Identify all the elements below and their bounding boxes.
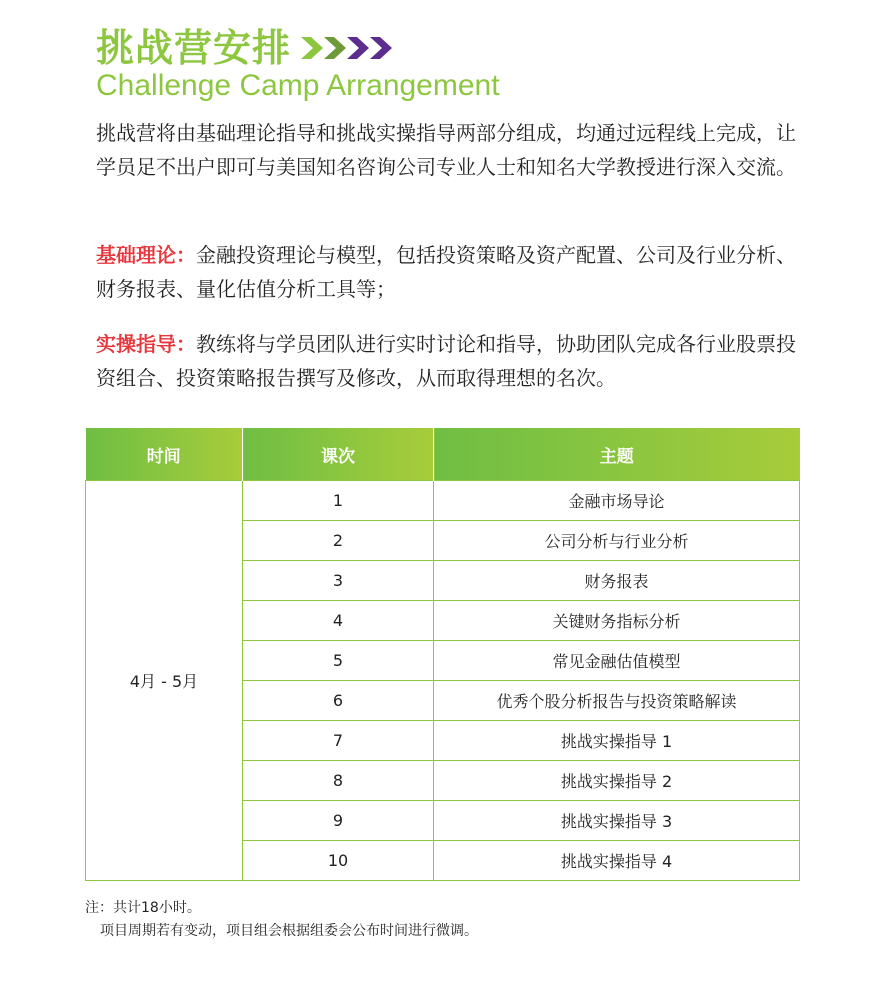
topic-cell: 挑战实操指导 3 xyxy=(434,801,800,841)
lesson-cell: 8 xyxy=(243,761,434,801)
lesson-cell: 4 xyxy=(243,601,434,641)
triple-chevron-right-icon xyxy=(301,35,393,61)
lesson-cell: 9 xyxy=(243,801,434,841)
topic-cell: 挑战实操指导 2 xyxy=(434,761,800,801)
topic-cell: 公司分析与行业分析 xyxy=(434,521,800,561)
header-time: 时间 xyxy=(86,428,243,481)
topic-cell: 关键财务指标分析 xyxy=(434,601,800,641)
topic-cell: 挑战实操指导 4 xyxy=(434,841,800,881)
header-topic: 主题 xyxy=(434,428,800,481)
footnote-schedule-change: 项目周期若有变动，项目组会根据组委会公布时间进行微调。 xyxy=(100,923,478,939)
lesson-cell: 3 xyxy=(243,561,434,601)
header-lesson: 课次 xyxy=(243,428,434,481)
page-subtitle: Challenge Camp Arrangement xyxy=(96,69,500,102)
lesson-cell: 6 xyxy=(243,681,434,721)
topic-cell: 财务报表 xyxy=(434,561,800,601)
schedule-table xyxy=(85,428,800,881)
lesson-cell: 10 xyxy=(243,841,434,881)
table-row xyxy=(86,481,800,521)
practice-label: 实操指导： xyxy=(96,332,196,356)
time-span-cell: 4月 - 5月 xyxy=(86,481,243,881)
page-title: 挑战营安排 xyxy=(96,26,292,70)
intro-paragraph: 挑战营将由基础理论指导和挑战实操指导两部分组成，均通过远程线上完成，让学员足不出户即可与美国知名咨询公司专业人士和知名大学教授进行深入交流。 xyxy=(96,121,796,179)
lesson-cell: 2 xyxy=(243,521,434,561)
theory-paragraph xyxy=(96,238,796,306)
footnote-total-hours: 注：共计18小时。 xyxy=(85,900,201,916)
lesson-cell: 7 xyxy=(243,721,434,761)
theory-text: 金融投资理论与模型，包括投资策略及资产配置、公司及行业分析、财务报表、量化估值分析工具等； xyxy=(96,243,796,301)
topic-cell: 挑战实操指导 1 xyxy=(434,721,800,761)
lesson-cell: 1 xyxy=(243,481,434,521)
lesson-cell: 5 xyxy=(243,641,434,681)
practice-paragraph xyxy=(96,327,796,395)
topic-cell: 金融市场导论 xyxy=(434,481,800,521)
table-header-row xyxy=(86,428,800,481)
practice-text: 教练将与学员团队进行实时讨论和指导，协助团队完成各行业股票投资组合、投资策略报告撰写及修改，从而取得理想的名次。 xyxy=(96,332,796,390)
topic-cell: 优秀个股分析报告与投资策略解读 xyxy=(434,681,800,721)
theory-label: 基础理论： xyxy=(96,243,196,267)
topic-cell: 常见金融估值模型 xyxy=(434,641,800,681)
